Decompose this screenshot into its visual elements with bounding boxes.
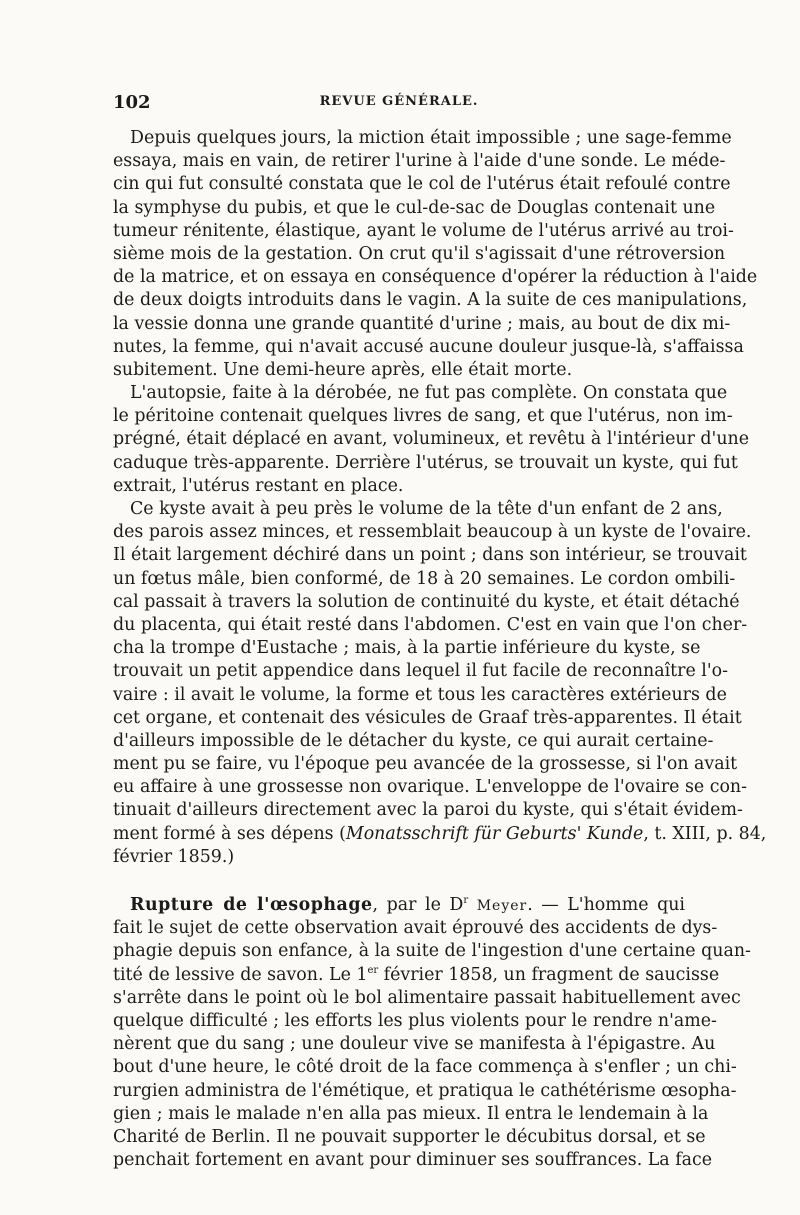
text-line: nutes, la femme, qui n'avait accusé aucune douleur jusque-là, s'affaissa <box>113 336 744 357</box>
date-prefix: tité de lessive de savon. Le 1 <box>113 964 368 985</box>
text-line: sième mois de la gestation. On crut qu'il s'agissait d'une rétroversion <box>113 243 726 264</box>
text-line: trouvait un petit appendice dans lequel il fut facile de reconnaître l'o- <box>113 661 728 682</box>
date-superscript: er <box>367 964 379 976</box>
text-line: cin qui fut consulté constata que le col de l'utérus était refoulé contre <box>113 174 731 195</box>
text-line: nèrent que du sang ; une douleur vive se manifesta à l'épigastre. Au <box>113 1034 716 1055</box>
text-line: vaire : il avait le volume, la forme et tous les caractères extérieurs de <box>113 684 727 705</box>
lead-text: . — L'homme qui <box>527 895 685 915</box>
text-line: tumeur rénitente, élastique, ayant le volume de l'utérus arrivé au troi- <box>113 220 734 241</box>
text-line: extrait, l'utérus restant en place. <box>113 475 404 496</box>
text-line: cal passait à travers la solution de continuité du kyste, et était détaché <box>113 591 740 612</box>
section-title: Rupture de l'œsophage <box>130 895 373 915</box>
citation-line <box>113 823 767 846</box>
text-line: caduque très-apparente. Derrière l'utérus, se trouvait un kyste, qui fut <box>113 452 738 473</box>
text-line: essaya, mais en vain, de retirer l'urine à l'aide d'une sonde. Le méde- <box>113 151 726 172</box>
text-line: du placenta, qui était resté dans l'abdomen. C'est en vain que l'on cher- <box>113 614 748 635</box>
body-text <box>113 127 767 1172</box>
text-line: cet organe, et contenait des vésicules de Graaf très-apparentes. Il était <box>113 707 742 728</box>
text-line: prégné, était déplacé en avant, volumineux, et revêtu à l'intérieur d'une <box>113 429 750 450</box>
text-line-date <box>113 964 720 987</box>
text-line: fait le sujet de cette observation avait éprouvé des accidents de dys- <box>113 918 718 939</box>
text-line: un fœtus mâle, bien conformé, de 18 à 20 semaines. Le cordon ombili- <box>113 568 736 589</box>
journal-title: Monatsschrift für Geburts' Kunde <box>345 823 644 844</box>
text-line: Depuis quelques jours, la miction était impossible ; une sage-femme <box>130 128 732 148</box>
page-number: 102 <box>113 92 151 113</box>
text-line: tinuait d'ailleurs directement avec la paroi du kyste, qui s'était évidem- <box>113 800 743 821</box>
section-gap <box>113 869 685 894</box>
text-line: de deux doigts introduits dans le vagin. A la suite de ces manipulations, <box>113 290 748 311</box>
byline-prefix: , par le D <box>372 895 464 915</box>
text-line: gien ; mais le malade n'en alla pas mieux. Il entra le lendemain à la <box>113 1103 709 1124</box>
text-line: cha la trompe d'Eustache ; mais, à la partie inférieure du kyste, se <box>113 638 701 659</box>
text-line: quelque difficulté ; les efforts les plus violents pour le rendre n'ame- <box>113 1010 717 1031</box>
text-line: la symphyse du pubis, et que le cul-de-sac de Douglas contenait une <box>113 197 716 218</box>
text-line: rurgien administra de l'émétique, et pratiqua le cathétérisme œsopha- <box>113 1080 737 1101</box>
text-line: s'arrête dans le point où le bol alimentaire passait habituellement avec <box>113 987 741 1008</box>
date-suffix: février 1858, un fragment de saucisse <box>378 964 720 985</box>
author-name: Meyer <box>476 898 528 914</box>
text-line: Charité de Berlin. Il ne pouvait supporter le décubitus dorsal, et se <box>113 1126 706 1147</box>
page-header <box>113 92 685 118</box>
text-line: bout d'une heure, le côté droit de la face commença à s'enfler ; un chi- <box>113 1057 737 1078</box>
text-line: phagie depuis son enfance, à la suite de l'ingestion d'une certaine quan- <box>113 941 751 962</box>
text-line: penchait fortement en avant pour diminuer ses souffrances. La face <box>113 1150 713 1171</box>
text-line: Il était largement déchiré dans un point ; dans son intérieur, se trouvait <box>113 545 747 566</box>
text-line: des parois assez minces, et ressemblait beaucoup à un kyste de l'ovaire. <box>113 522 752 543</box>
text-line: eu affaire à une grossesse non ovarique. L'enveloppe de l'ovaire se con- <box>113 777 748 798</box>
text-line: subitement. Une demi-heure après, elle était morte. <box>113 359 573 380</box>
citation-date: février 1859.) <box>113 846 235 867</box>
text-line: le péritoine contenait quelques livres de sang, et que l'utérus, non im- <box>113 406 733 427</box>
text-line: d'ailleurs impossible de le détacher du kyste, ce qui aurait certaine- <box>113 730 714 751</box>
section-lead-line <box>113 894 685 917</box>
text-line: L'autopsie, faite à la dérobée, ne fut pas complète. On constata que <box>130 383 728 404</box>
byline-superscript: r <box>463 895 469 907</box>
text-line: Ce kyste avait à peu près le volume de la tête d'un enfant de 2 ans, <box>130 499 723 519</box>
running-title: REVUE GÉNÉRALE. <box>319 94 479 109</box>
text-line: la vessie donna une grande quantité d'urine ; mais, au bout de dix mi- <box>113 313 731 334</box>
citation-reference: , t. XIII, p. 84, <box>643 823 767 844</box>
citation-prefix: ment formé à ses dépens ( <box>113 823 346 844</box>
text-line: ment pu se faire, vu l'époque peu avancée de la grossesse, si l'on avait <box>113 754 738 775</box>
text-line: de la matrice, et on essaya en conséquence d'opérer la réduction à l'aide <box>113 267 758 288</box>
